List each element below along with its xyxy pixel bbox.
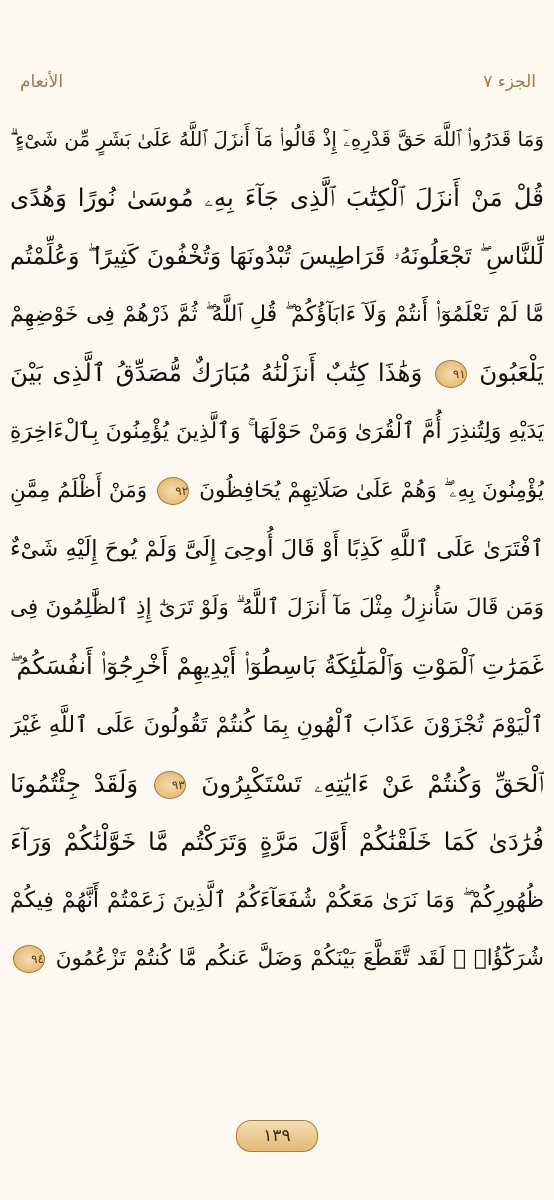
page-footer [0,1120,554,1160]
page-header [0,66,554,102]
ayah-number-marker: ٩١ [435,360,467,388]
ayah-number-marker: ٩٤ [13,945,45,973]
verse-text: يَدَيْهِ وَلِتُنذِرَ أُمَّ ٱلْقُرَىٰ وَمَنْ حَوْلَهَا ۚ وَٱلَّذِينَ يُؤْمِنُونَ بِٱلْءَاخِرَةِ [10,418,544,444]
verse-text: ٱلْيَوْمَ تُجْزَوْنَ عَذَابَ ٱلْهُونِ بِمَا كُنتُمْ تَقُولُونَ عَلَى ٱللَّهِ غَيْرَ [10,711,544,738]
text-line [10,286,544,345]
ayah-number-marker: ٩٣ [154,771,186,799]
text-line [10,227,544,286]
verse-text: لِّلنَّاسِ ۖ تَجْعَلُونَهُۥ قَرَاطِيسَ تُبْدُونَهَا وَتُخْفُونَ كَثِيرًا ۖ وَعُلِّمْتُم [10,242,544,271]
text-line [10,169,544,228]
verse-text: وَمَا قَدَرُوا۟ ٱللَّهَ حَقَّ قَدْرِهِۦٓ إِذْ قَالُوا۟ مَآ أَنزَلَ ٱللَّهُ عَلَىٰ بَشَرٍ مِّن شَىْءٍ ۗ [10,127,544,151]
verse-text: ٱفْتَرَىٰ عَلَى ٱللَّهِ كَذِبًا أَوْ قَالَ أُوحِىَ إِلَىَّ وَلَمْ يُوحَ إِلَيْهِ شَىْءٌ [10,536,544,563]
page-number: ١٣٩ [236,1120,318,1152]
verse-text: وَمَن قَالَ سَأُنزِلُ مِثْلَ مَآ أَنزَلَ ٱللَّهُ ۗ وَلَوْ تَرَىٰٓ إِذِ ٱلظَّٰلِمُونَ فِى [10,594,544,620]
verse-text: يُؤْمِنُونَ بِهِۦ ۖ وَهُمْ عَلَىٰ صَلَاتِهِمْ يُحَافِظُونَ [199,477,544,503]
verse-text: ٱلْحَقِّ وَكُنتُمْ عَنْ ءَايَٰتِهِۦ تَسْتَكْبِرُونَ [201,768,544,798]
text-line [10,696,544,755]
text-line [10,872,544,931]
verse-text: وَهَٰذَا كِتَٰبٌ أَنزَلْنَٰهُ مُبَارَكٌ مُّصَدِّقُ ٱلَّذِى بَيْنَ [10,358,423,388]
text-line [10,579,544,638]
verse-text: ظُهُورِكُمْ ۖ وَمَا نَرَىٰ مَعَكُمْ شُفَعَآءَكُمُ ٱلَّذِينَ زَعَمْتُمْ أَنَّهُمْ فِيكُمْ [10,887,544,913]
text-line [10,110,544,169]
surah-name: الأنعام [20,72,64,92]
text-line [10,755,544,814]
verse-text: وَلَقَدْ جِئْتُمُونَا [10,768,139,798]
verse-text: فُرَٰدَىٰ كَمَا خَلَقْنَٰكُمْ أَوَّلَ مَرَّةٍ وَتَرَكْتُم مَّا خَوَّلْنَٰكُمْ وَرَآءَ [10,827,544,857]
verse-text: يَلْعَبُونَ [479,358,544,388]
verse-text: غَمَرَٰتِ ٱلْمَوْتِ وَٱلْمَلَٰٓئِكَةُ بَاسِطُوٓا۟ أَيْدِيهِمْ أَخْرِجُوٓا۟ أَنفُسَكُمُ ۖ [10,652,544,681]
text-line [10,520,544,579]
text-line [10,930,544,989]
text-line [10,462,544,521]
text-line [10,813,544,872]
ayah-number-marker: ٩٢ [157,477,189,505]
verse-text: مَّا لَمْ تَعْلَمُوٓا۟ أَنتُمْ وَلَآ ءَابَآؤُكُمْ ۖ قُلِ ٱللَّهُ ۖ ثُمَّ ذَرْهُمْ فِى خَوْضِهِمْ [10,301,544,327]
verse-text: وَمَنْ أَظْلَمُ مِمَّنِ [10,477,148,503]
juz-label: الجزء ٧ [483,72,536,92]
verse-text: شُرَكَٰٓؤُا۟ ۚ لَقَد تَّقَطَّعَ بَيْنَكُمْ وَضَلَّ عَنكُم مَّا كُنتُمْ تَزْعُمُونَ [55,946,544,972]
quran-text-block [10,110,544,989]
text-line [10,403,544,462]
text-line [10,637,544,696]
verse-text: قُلْ مَنْ أَنزَلَ ٱلْكِتَٰبَ ٱلَّذِى جَآءَ بِهِۦ مُوسَىٰ نُورًا وَهُدًى [10,182,544,212]
text-line [10,344,544,403]
